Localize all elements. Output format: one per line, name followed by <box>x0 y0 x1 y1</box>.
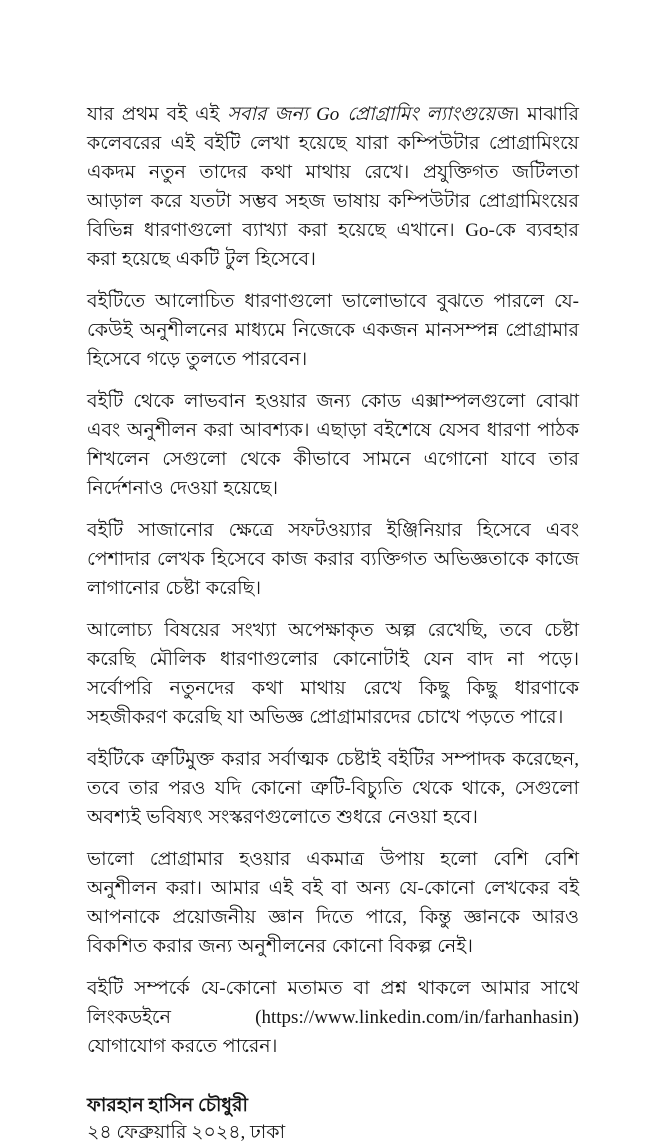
text-run: বইটি সাজানোর ক্ষেত্রে সফটওয়্যার ইঞ্জিনিয়ার হিসেবে এবং পেশাদার লেখক হিসেবে কাজ করার ব্যক্তিগত অভিজ্ঞতাকে কাজে লাগানোর চেষ্টা করেছি। <box>87 520 579 599</box>
signature-block <box>87 1092 579 1146</box>
text-run: বইটিতে আলোচিত ধারণাগুলো ভালোভাবে বুঝতে পারলে যে-কেউই অনুশীলনের মাধ্যমে নিজেকে একজন মানসম্পন্ন প্রোগ্রামার হিসেবে গড়ে তুলতে পারবেন। <box>87 291 579 370</box>
paragraph <box>87 516 579 603</box>
paragraph <box>87 616 579 732</box>
paragraph <box>87 387 579 503</box>
date-location: ২৪ ফেব্রুয়ারি ২০২৪, ঢাকা <box>87 1122 286 1143</box>
text-run: বইটি থেকে লাভবান হওয়ার জন্য কোড এক্সাম্পলগুলো বোঝা এবং অনুশীলন করা আবশ্যক। এছাড়া বইশেষে যেসব ধারণা পাঠক শিখলেন সেগুলো থেকে কীভাবে সামনে এগোনো যাবে তার নির্দেশনাও দেওয়া হয়েছে। <box>87 391 579 499</box>
preface-text-block <box>87 100 579 1061</box>
paragraph <box>87 974 579 1061</box>
text-run: । মাঝারি কলেবরের এই বইটি লেখা হয়েছে যারা কম্পিউটার প্রোগ্রামিংয়ে একদম নতুন তাদের কথা মাথায় রেখে। প্রযুক্তিগত জটিলতা আড়াল করে যতটা সম্ভব সহজ ভাষায় কম্পিউটার প্রোগ্রামিংয়ের বিভিন্ন ধারণাগুলো ব্যাখ্যা করা হয়েছে এখানে। Go-কে ব্যবহার করা হয়েছে একটি টুল হিসেবে। <box>87 104 579 270</box>
text-run: ভালো প্রোগ্রামার হওয়ার একমাত্র উপায় হলো বেশি বেশি অনুশীলন করা। আমার এই বই বা অন্য যে-কোনো লেখকের বই আপনাকে প্রয়োজনীয় জ্ঞান দিতে পারে, কিন্তু জ্ঞানকে আরও বিকশিত করার জন্য অনুশীলনের কোনো বিকল্প নেই। <box>87 849 579 957</box>
text-run: আলোচ্য বিষয়ের সংখ্যা অপেক্ষাকৃত অল্প রেখেছি, তবে চেষ্টা করেছি মৌলিক ধারণাগুলোর কোনোটাই যেন বাদ না পড়ে। সর্বোপরি নতুনদের কথা মাথায় রেখে কিছু কিছু ধারণাকে সহজীকরণ করেছি যা অভিজ্ঞ প্রোগ্রামারদের চোখে পড়তে পারে। <box>87 620 579 728</box>
paragraph <box>87 287 579 374</box>
text-run: যার প্রথম বই এই <box>87 104 228 125</box>
text-run: বইটি সম্পর্কে যে-কোনো মতামত বা প্রশ্ন থাকলে আমার সাথে লিংকডইনে (https://www.linkedin.com/in/farhanhasin) যোগাযোগ করতে পারেন। <box>87 978 579 1057</box>
book-title-italic-run: সবার জন্য Go প্রোগ্রামিং ল্যাংগুয়েজ <box>227 104 513 125</box>
paragraph <box>87 100 579 274</box>
author-name: ফারহান হাসিন চৌধুরী <box>87 1095 248 1116</box>
paragraph <box>87 745 579 832</box>
paragraph <box>87 845 579 961</box>
text-run: বইটিকে ত্রুটিমুক্ত করার সর্বাত্মক চেষ্টাই বইটির সম্পাদক করেছেন, তবে তার পরও যদি কোনো ত্রুটি-বিচ্যুতি থেকে থাকে, সেগুলো অবশ্যই ভবিষ্যৎ সংস্করণগুলোতে শুধরে নেওয়া হবে। <box>87 749 579 828</box>
